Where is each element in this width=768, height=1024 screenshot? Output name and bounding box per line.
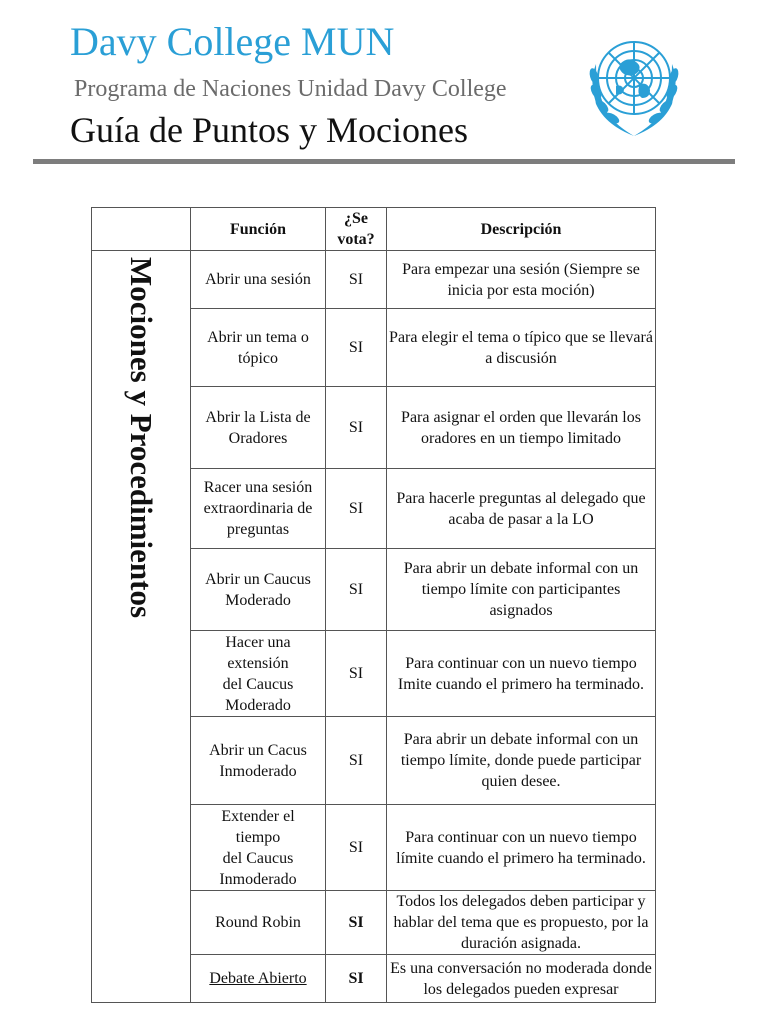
row-funcion: Abrir un tema o tópico: [191, 309, 326, 387]
row-descripcion: Para abrir un debate informal con un tiempo límite con participantes asignados: [387, 549, 656, 631]
row-descripcion: Para asignar el orden que llevarán los oradores en un tiempo limitado: [387, 387, 656, 469]
debate-abierto-link[interactable]: Debate Abierto: [209, 970, 307, 987]
row-vota: SI: [326, 891, 387, 955]
row-vota: SI: [326, 309, 387, 387]
row-vota: SI: [326, 805, 387, 891]
row-funcion: [191, 955, 326, 1003]
page-title: Davy College MUN: [70, 19, 395, 64]
row-vota: SI: [326, 387, 387, 469]
row-funcion: Round Robin: [191, 891, 326, 955]
document-heading: Guía de Puntos y Mociones: [70, 110, 468, 150]
header-corner-cell: [92, 208, 191, 251]
row-funcion: Abrir una sesión: [191, 251, 326, 309]
row-vota: SI: [326, 955, 387, 1003]
un-emblem-icon: [580, 24, 688, 142]
row-vota: SI: [326, 717, 387, 805]
page-header: [0, 0, 768, 170]
row-funcion: Abrir un Caucus Moderado: [191, 549, 326, 631]
row-descripcion: Para abrir un debate informal con un tiempo límite, donde puede participar quien desee.: [387, 717, 656, 805]
row-funcion: Racer una sesión extraordinaria de preguntas: [191, 469, 326, 549]
table-header-row: [92, 208, 656, 251]
row-vota: SI: [326, 251, 387, 309]
header-divider: [33, 159, 735, 164]
row-funcion: Hacer una extensión del Caucus Moderado: [191, 631, 326, 717]
row-funcion: Extender el tiempo del Caucus Inmoderado: [191, 805, 326, 891]
motions-table: [91, 207, 656, 1003]
row-funcion: Abrir la Lista de Oradores: [191, 387, 326, 469]
row-descripcion: Todos los delegados deben participar y hablar del tema que es propuesto, por la duración asignada.: [387, 891, 656, 955]
row-descripcion: Para continuar con un nuevo tiempo límite cuando el primero ha terminado.: [387, 805, 656, 891]
table-row: [92, 251, 656, 309]
row-descripcion: Para elegir el tema o típico que se llevará a discusión: [387, 309, 656, 387]
section-label: Mociones y Procedimientos: [124, 257, 159, 619]
row-vota: SI: [326, 469, 387, 549]
header-vota: ¿Se vota?: [326, 208, 387, 251]
row-vota: SI: [326, 631, 387, 717]
row-descripcion: Para hacerle preguntas al delegado que acaba de pasar a la LO: [387, 469, 656, 549]
row-descripcion: Es una conversación no moderada donde los delegados pueden expresar: [387, 955, 656, 1003]
row-funcion: Abrir un Cacus Inmoderado: [191, 717, 326, 805]
row-descripcion: Para empezar una sesión (Siempre se inicia por esta moción): [387, 251, 656, 309]
row-descripcion: Para continuar con un nuevo tiempo Imite cuando el primero ha terminado.: [387, 631, 656, 717]
section-label-cell: [92, 251, 191, 1003]
page-subtitle: Programa de Naciones Unidad Davy College: [74, 76, 507, 102]
header-funcion: Función: [191, 208, 326, 251]
row-vota: SI: [326, 549, 387, 631]
motions-table-container: [91, 207, 656, 1003]
header-descripcion: Descripción: [387, 208, 656, 251]
